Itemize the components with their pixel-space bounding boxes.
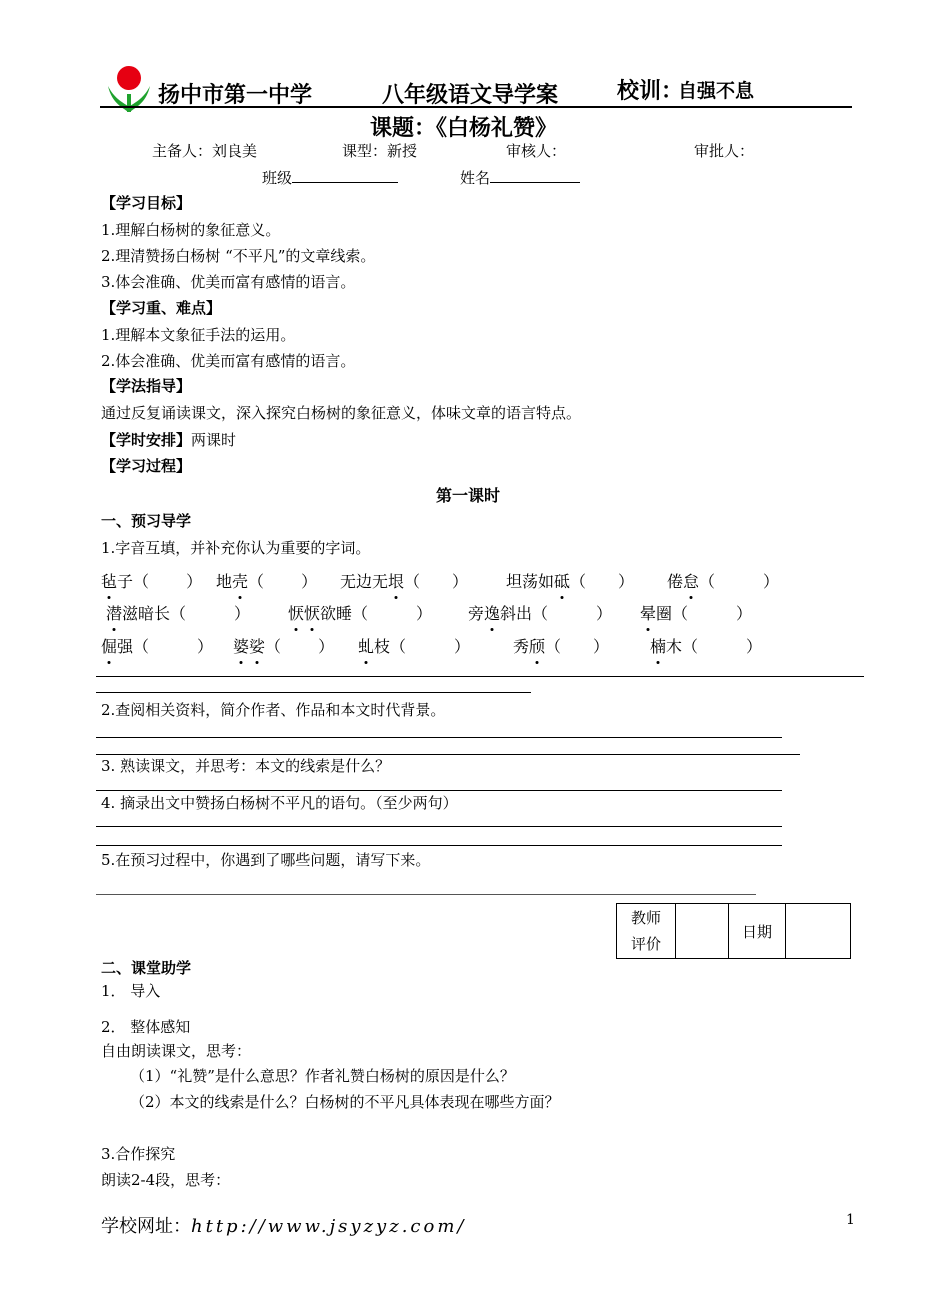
schedule-text: 两课时 <box>191 431 237 449</box>
preparer: 主备人：刘良美 <box>152 142 258 160</box>
schedule-line <box>101 429 236 450</box>
overview-q2: （2）本文的线索是什么？白杨树的不平凡具体表现在哪些方面？ <box>130 1093 560 1111</box>
answer-line[interactable] <box>96 737 782 738</box>
answer-line[interactable] <box>96 692 531 693</box>
subject-title: 八年级语文导学案 <box>382 83 559 108</box>
name-blank[interactable] <box>490 168 580 183</box>
explore-intro: 朗读2-4段，思考： <box>101 1171 231 1189</box>
process-heading: 【学习过程】 <box>101 457 192 475</box>
vocab-item[interactable]: 旁逸斜出（ ） <box>468 601 612 624</box>
lesson-title: 课题：《白杨礼赞》 <box>370 116 558 141</box>
objective-item: 1.理解白杨树的象征意义。 <box>101 221 281 239</box>
keypoint-item: 1.理解本文象征手法的运用。 <box>101 326 296 344</box>
teacher-eval-cell[interactable] <box>676 904 729 959</box>
schedule-heading: 【学时安排】 <box>101 431 192 449</box>
vocab-item[interactable]: 婆娑（ ） <box>233 634 334 657</box>
footer-url-label: 学校网址： <box>101 1216 191 1237</box>
motto-text: 自强不息 <box>678 80 755 102</box>
lesson-type: 课型：新授 <box>342 142 418 160</box>
vocab-item[interactable]: 楠木（ ） <box>650 634 762 657</box>
preview-q5: 5.在预习过程中，你遇到了哪些问题，请写下来。 <box>101 851 431 869</box>
preview-q2: 2.查阅相关资料，简介作者、作品和本文时代背景。 <box>101 701 446 719</box>
preview-heading: 一、预习导学 <box>101 512 192 530</box>
class-field[interactable] <box>262 167 398 188</box>
name-field[interactable] <box>460 167 580 188</box>
vocab-item[interactable]: 地壳（ ） <box>216 569 317 592</box>
vocab-item[interactable]: 倦怠（ ） <box>667 569 779 592</box>
vocab-item[interactable]: 无边无垠（ ） <box>340 569 468 592</box>
evaluation-table <box>616 903 851 959</box>
answer-line[interactable] <box>96 826 782 827</box>
overview-q1: （1）“礼赞”是什么意思？作者礼赞白杨树的原因是什么？ <box>130 1067 515 1085</box>
classroom-heading: 二、课堂助学 <box>101 959 192 977</box>
vocab-item[interactable]: 秀颀（ ） <box>513 634 609 657</box>
objective-item: 2.理清赞扬白杨树 “不平凡”的文章线索。 <box>101 247 376 265</box>
page-number: 1 <box>846 1212 855 1228</box>
keypoint-item: 2.体会准确、优美而富有感情的语言。 <box>101 352 356 370</box>
teacher-eval-label: 教师 评价 <box>617 904 676 959</box>
keypoints-heading: 【学习重、难点】 <box>101 299 222 317</box>
vocab-item[interactable]: 潜滋暗长（ ） <box>106 601 250 624</box>
footer-url-link[interactable]: http://www.jsyzyz.com/ <box>191 1216 467 1237</box>
approver: 审批人： <box>694 142 755 160</box>
date-label: 日期 <box>729 904 786 959</box>
vocab-item[interactable]: 晕圈（ ） <box>640 601 752 624</box>
overview-intro: 自由朗读课文，思考： <box>101 1042 252 1060</box>
preview-q1: 1.字音互填，并补充你认为重要的字词。 <box>101 539 371 557</box>
vocab-item[interactable]: 恹恹欲睡（ ） <box>288 601 432 624</box>
vocab-item[interactable]: 毡子（ ） <box>101 569 202 592</box>
step-intro: 1． 导入 <box>101 982 161 1000</box>
objective-item: 3.体会准确、优美而富有感情的语言。 <box>101 273 356 291</box>
objectives-heading: 【学习目标】 <box>101 194 192 212</box>
period-title: 第一课时 <box>436 486 501 505</box>
class-blank[interactable] <box>292 168 398 183</box>
method-text: 通过反复诵读课文，深入探究白杨树的象征意义，体味文章的语言特点。 <box>101 404 582 422</box>
answer-line[interactable] <box>96 790 782 791</box>
preview-q4: 4. 摘录出文中赞扬白杨树不平凡的语句。（至少两句） <box>101 794 458 812</box>
method-heading: 【学法指导】 <box>101 377 192 395</box>
vocab-item[interactable]: 倔强（ ） <box>101 634 213 657</box>
footer-url[interactable] <box>101 1212 466 1238</box>
answer-line[interactable] <box>96 894 756 895</box>
vocab-item[interactable]: 虬枝（ ） <box>358 634 470 657</box>
vocab-item[interactable]: 坦荡如砥（ ） <box>506 569 634 592</box>
step-overview: 2． 整体感知 <box>101 1018 191 1036</box>
motto-label: 校训： <box>617 79 684 104</box>
name-label: 姓名 <box>460 169 491 187</box>
class-label: 班级 <box>262 169 293 187</box>
header-rule <box>100 106 852 108</box>
reviewer: 审核人： <box>506 142 567 160</box>
answer-line[interactable] <box>96 845 782 846</box>
preview-q3: 3. 熟读课文，并思考：本文的线索是什么？ <box>101 757 391 775</box>
school-name: 扬中市第一中学 <box>158 83 313 108</box>
date-cell[interactable] <box>786 904 851 959</box>
step-explore: 3.合作探究 <box>101 1145 176 1163</box>
answer-line[interactable] <box>96 676 864 677</box>
